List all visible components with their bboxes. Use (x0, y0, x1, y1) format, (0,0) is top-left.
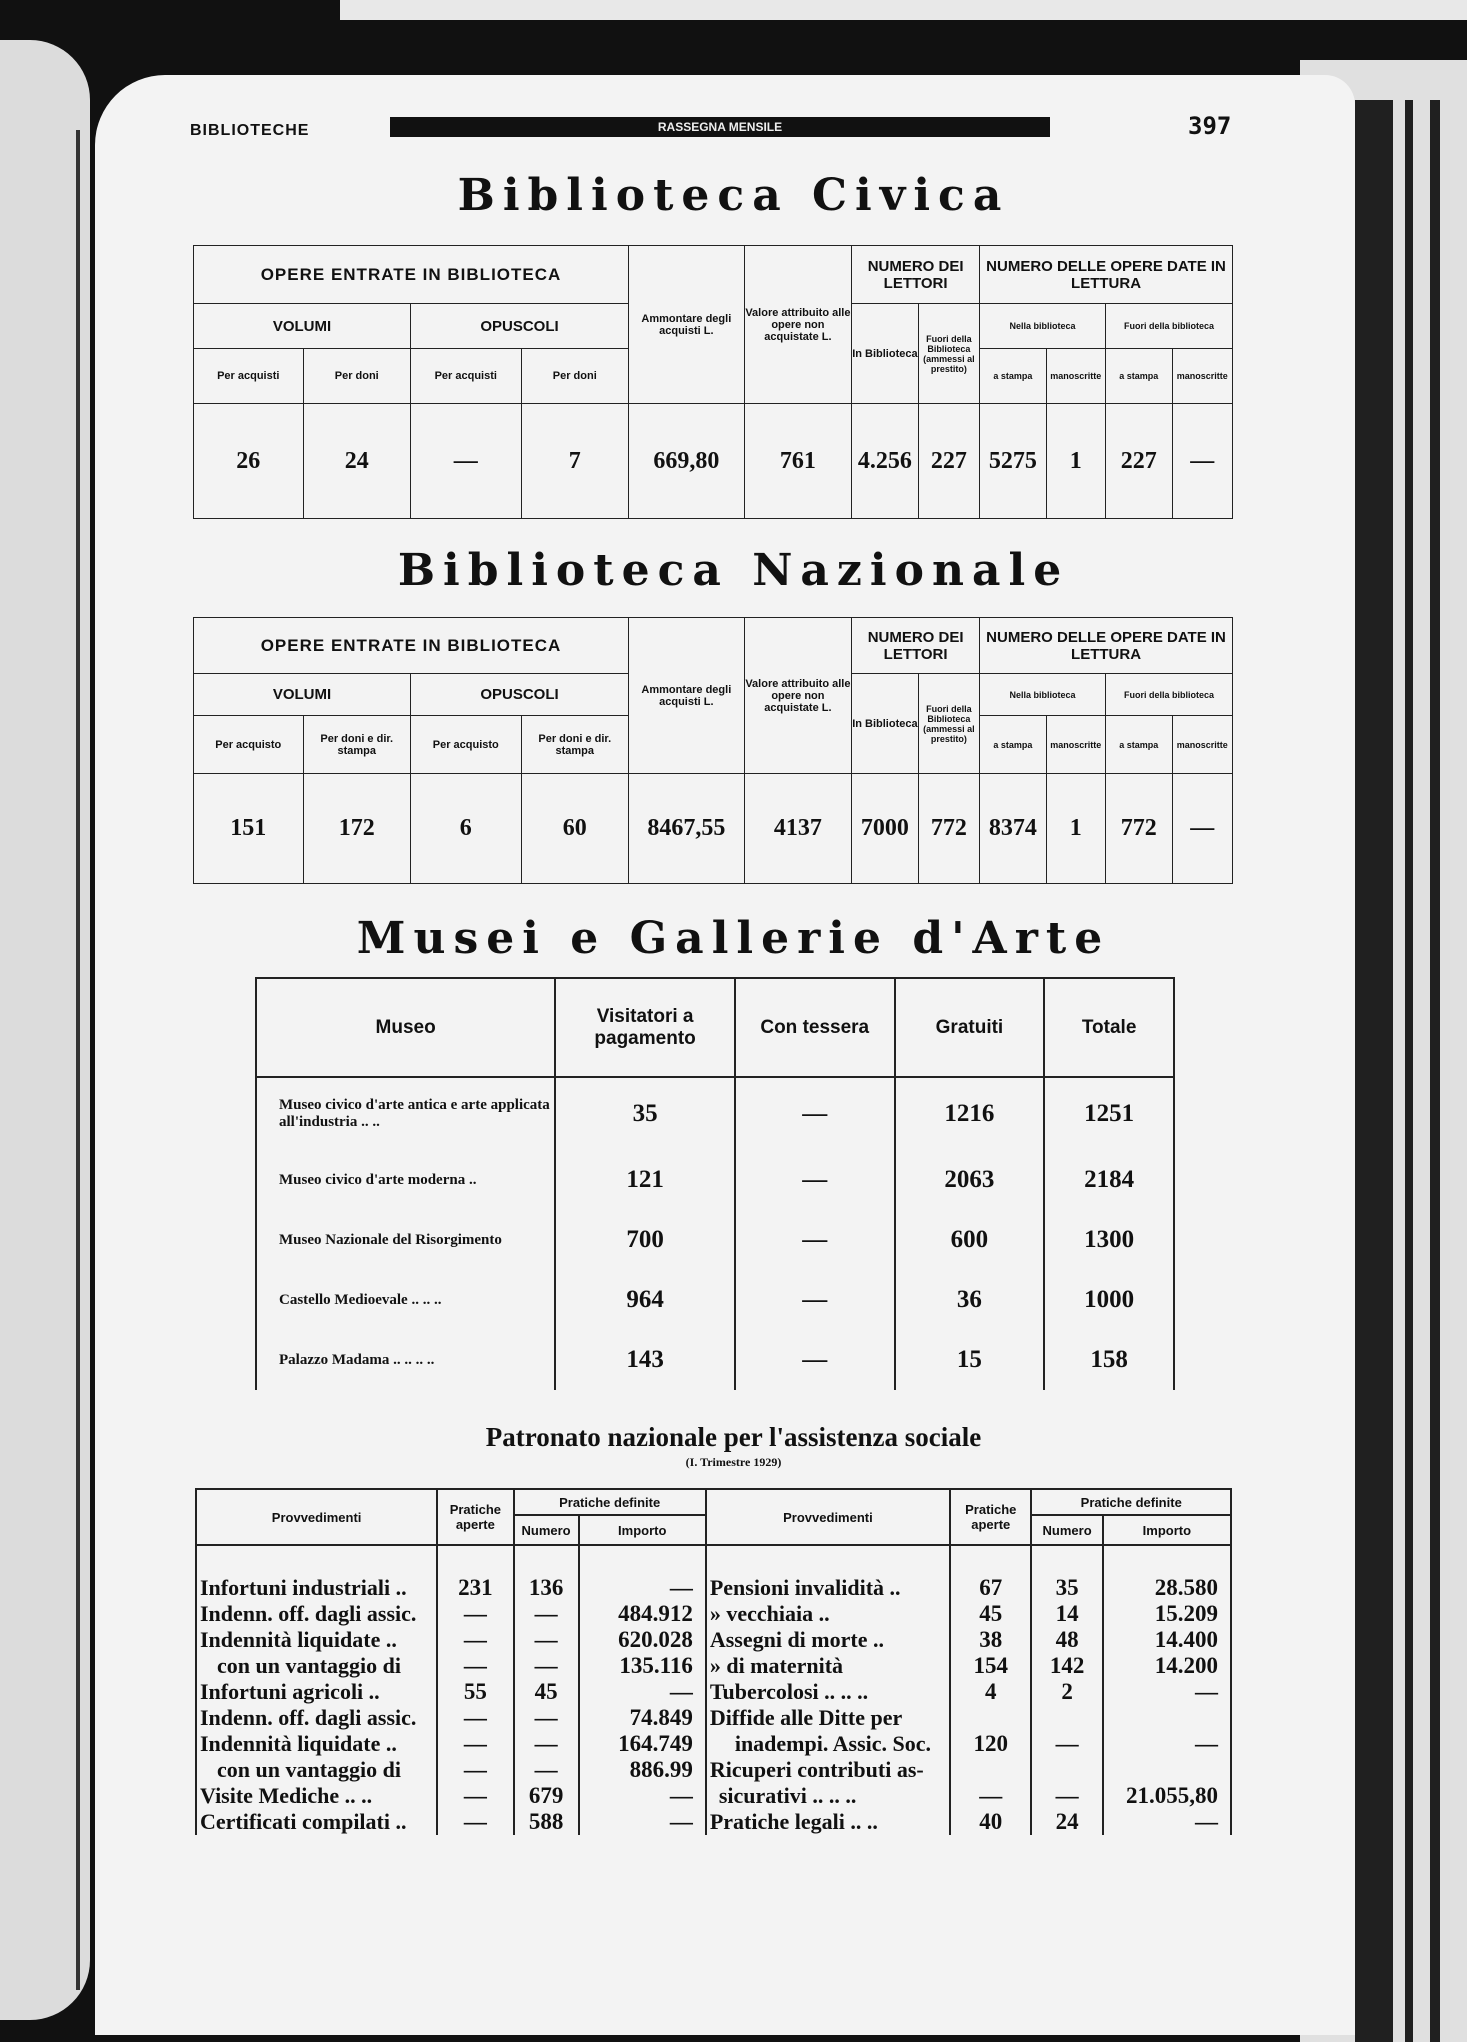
header-pratiche-aperte: Pratiche aperte (437, 1489, 513, 1545)
value-cell: 55 (437, 1679, 513, 1705)
value-cell: 2063 (895, 1150, 1045, 1210)
header-numero-opere: NUMERO DELLE OPERE DATE IN LETTURA (980, 246, 1233, 304)
provvedimento-label: inadempi. Assic. Soc. (706, 1731, 950, 1757)
museo-name: Palazzo Madama .. .. .. .. (256, 1330, 555, 1390)
header-pratiche-definite: Pratiche definite (1031, 1489, 1231, 1515)
facing-page-edge (0, 40, 90, 2020)
value-cell: 6 (410, 774, 521, 884)
value-cell: — (437, 1731, 513, 1757)
value-cell: 120 (950, 1731, 1031, 1757)
value-cell: 45 (950, 1601, 1031, 1627)
header-in-biblioteca: In Biblioteca (852, 304, 919, 404)
value-cell: 67 (950, 1575, 1031, 1601)
provvedimento-label: » di maternità (706, 1653, 950, 1679)
header-numero-lettori: NUMERO DEI LETTORI (852, 618, 980, 674)
header-a-stampa: a stampa (1105, 716, 1172, 774)
book-edge-shadow (1355, 100, 1393, 2042)
museo-name: Castello Medioevale .. .. .. (256, 1270, 555, 1330)
value-cell: — (437, 1627, 513, 1653)
value-cell: 620.028 (579, 1627, 706, 1653)
value-cell: 121 (555, 1150, 735, 1210)
value-cell: 15.209 (1103, 1601, 1231, 1627)
header-totale: Totale (1044, 978, 1174, 1077)
header-pratiche-definite: Pratiche definite (514, 1489, 706, 1515)
value-cell: 38 (950, 1627, 1031, 1653)
value-cell: 5275 (980, 404, 1047, 519)
value-cell: 7 (521, 404, 628, 519)
value-cell: 135.116 (579, 1653, 706, 1679)
provvedimento-label: Pratiche legali .. .. (706, 1809, 950, 1835)
value-cell (950, 1757, 1031, 1783)
header-manoscritte: manoscritte (1046, 716, 1105, 774)
value-cell: — (579, 1783, 706, 1809)
value-cell (1103, 1757, 1231, 1783)
table-row (256, 1330, 1174, 1390)
value-cell: 484.912 (579, 1601, 706, 1627)
value-cell: — (579, 1575, 706, 1601)
subtitle-patronato: (I. Trimestre 1929) (685, 1455, 782, 1469)
value-cell: 24 (303, 404, 410, 519)
scan-background-top (340, 0, 1467, 20)
table-row (256, 1077, 1174, 1150)
header-fuori-biblioteca: Fuori della biblioteca (1105, 674, 1232, 716)
value-cell: 8374 (980, 774, 1047, 884)
value-cell: 35 (1031, 1575, 1102, 1601)
value-cell: — (514, 1653, 579, 1679)
provvedimento-label: con un vantaggio di (196, 1757, 437, 1783)
value-cell: — (437, 1809, 513, 1835)
header-manoscritte: manoscritte (1172, 349, 1233, 404)
provvedimento-label: Indennità liquidate .. (196, 1731, 437, 1757)
value-cell: — (437, 1783, 513, 1809)
provvedimento-label: Infortuni industriali .. (196, 1575, 437, 1601)
header-in-biblioteca: In Biblioteca (852, 674, 919, 774)
provvedimento-label: Pensioni invalidità .. (706, 1575, 950, 1601)
value-cell: 143 (555, 1330, 735, 1390)
value-cell: 964 (555, 1270, 735, 1330)
header-valore: Valore attribuito alle opere non acquistate L. (744, 246, 851, 404)
header-opere-entrate: OPERE ENTRATE IN BIBLIOTECA (194, 618, 629, 674)
value-cell: — (950, 1783, 1031, 1809)
value-cell: 1000 (1044, 1270, 1174, 1330)
value-cell (1031, 1757, 1102, 1783)
header-nella-biblioteca: Nella biblioteca (980, 304, 1106, 349)
value-cell: 14.400 (1103, 1627, 1231, 1653)
table-row (196, 1601, 1231, 1627)
value-cell: 4137 (744, 774, 851, 884)
value-cell (950, 1705, 1031, 1731)
header-per-acquisto: Per acquisto (410, 716, 521, 774)
value-cell: 14.200 (1103, 1653, 1231, 1679)
value-cell: 7000 (852, 774, 919, 884)
provvedimento-label: Visite Mediche .. .. (196, 1783, 437, 1809)
museo-name: Museo civico d'arte antica e arte applicata all'industria .. .. (256, 1077, 555, 1150)
value-cell: — (1031, 1731, 1102, 1757)
header-numero: Numero (514, 1515, 579, 1545)
masthead-text: RASSEGNA MENSILE (657, 120, 783, 134)
header-manoscritte: manoscritte (1172, 716, 1233, 774)
header-provvedimenti: Provvedimenti (196, 1489, 437, 1545)
header-valore: Valore attribuito alle opere non acquistate L. (744, 618, 851, 774)
value-cell: 154 (950, 1653, 1031, 1679)
value-cell: — (1103, 1731, 1231, 1757)
value-cell: — (437, 1705, 513, 1731)
table-row (196, 1627, 1231, 1653)
table-row (196, 1783, 1231, 1809)
header-a-stampa: a stampa (1105, 349, 1172, 404)
value-cell: 48 (1031, 1627, 1102, 1653)
value-cell: 1216 (895, 1077, 1045, 1150)
header-importo: Importo (579, 1515, 706, 1545)
header-museo: Museo (256, 978, 555, 1077)
provvedimento-label: Indennità liquidate .. (196, 1627, 437, 1653)
value-cell: 45 (514, 1679, 579, 1705)
header-per-doni: Per doni (521, 349, 628, 404)
value-cell: — (514, 1601, 579, 1627)
provvedimento-label: Certificati compilati .. (196, 1809, 437, 1835)
value-cell: — (514, 1731, 579, 1757)
value-cell: 28.580 (1103, 1575, 1231, 1601)
value-cell: — (514, 1627, 579, 1653)
provvedimento-label: Diffide alle Ditte per (706, 1705, 950, 1731)
header-volumi: VOLUMI (194, 674, 411, 716)
value-cell: — (410, 404, 521, 519)
provvedimento-label: Tubercolosi .. .. .. (706, 1679, 950, 1705)
table-patronato (195, 1488, 1232, 1835)
provvedimento-label: Ricuperi contributi as- (706, 1757, 950, 1783)
value-cell: 8467,55 (629, 774, 745, 884)
value-cell: 4.256 (852, 404, 919, 519)
value-cell: — (1172, 404, 1233, 519)
title-musei-gallerie: Musei e Gallerie d'Arte (356, 913, 1111, 964)
header-opere-entrate: OPERE ENTRATE IN BIBLIOTECA (194, 246, 629, 304)
table-biblioteca-nazionale (193, 617, 1233, 884)
value-cell: 761 (744, 404, 851, 519)
value-cell: — (735, 1330, 895, 1390)
header-importo: Importo (1103, 1515, 1231, 1545)
value-cell: 886.99 (579, 1757, 706, 1783)
header-fuori-prestito: Fuori della Biblioteca (ammessi al prestito) (918, 304, 979, 404)
title-biblioteca-nazionale: Biblioteca Nazionale (397, 545, 1070, 596)
table-musei (255, 977, 1175, 1390)
provvedimento-label: Assegni di morte .. (706, 1627, 950, 1653)
header-per-acquisto: Per acquisto (194, 716, 304, 774)
book-edge-line (1405, 100, 1413, 2042)
value-cell: 2 (1031, 1679, 1102, 1705)
value-cell: — (735, 1270, 895, 1330)
value-cell: 600 (895, 1210, 1045, 1270)
header-numero: Numero (1031, 1515, 1102, 1545)
facing-page-shadow (76, 130, 80, 1990)
header-per-acquisti: Per acquisti (194, 349, 304, 404)
header-volumi: VOLUMI (194, 304, 411, 349)
header-numero-opere: NUMERO DELLE OPERE DATE IN LETTURA (980, 618, 1233, 674)
value-cell: 1300 (1044, 1210, 1174, 1270)
value-cell: 1 (1046, 404, 1105, 519)
header-per-acquisti: Per acquisti (410, 349, 521, 404)
museo-name: Museo civico d'arte moderna .. (256, 1150, 555, 1210)
provvedimento-label: Indenn. off. dagli assic. (196, 1601, 437, 1627)
value-cell: 772 (918, 774, 979, 884)
header-con-tessera: Con tessera (735, 978, 895, 1077)
header-per-doni: Per doni e dir. stampa (521, 716, 628, 774)
value-cell: 26 (194, 404, 304, 519)
value-cell (1103, 1705, 1231, 1731)
header-a-stampa: a stampa (980, 349, 1047, 404)
value-cell: 1 (1046, 774, 1105, 884)
provvedimento-label: sicurativi .. .. .. (706, 1783, 950, 1809)
header-gratuiti: Gratuiti (895, 978, 1045, 1077)
book-edge-line (1430, 100, 1440, 2042)
table-row (196, 1731, 1231, 1757)
header-opuscoli: OPUSCOLI (410, 674, 628, 716)
table-row (196, 1575, 1231, 1601)
value-cell: 40 (950, 1809, 1031, 1835)
value-cell: 21.055,80 (1103, 1783, 1231, 1809)
value-cell: 164.749 (579, 1731, 706, 1757)
value-cell: — (1172, 774, 1233, 884)
header-opuscoli: OPUSCOLI (410, 304, 628, 349)
header-fuori-biblioteca: Fuori della biblioteca (1105, 304, 1232, 349)
value-cell: — (514, 1705, 579, 1731)
running-head: BIBLIOTECHE (190, 122, 310, 139)
title-biblioteca-civica: Biblioteca Civica (457, 170, 1010, 221)
value-cell: 158 (1044, 1330, 1174, 1390)
header-per-doni: Per doni (303, 349, 410, 404)
table-row (196, 1679, 1231, 1705)
value-cell: 24 (1031, 1809, 1102, 1835)
value-cell: 4 (950, 1679, 1031, 1705)
value-cell: — (1103, 1679, 1231, 1705)
value-cell: — (1103, 1809, 1231, 1835)
provvedimento-label: Indenn. off. dagli assic. (196, 1705, 437, 1731)
value-cell: 151 (194, 774, 304, 884)
value-cell: 772 (1105, 774, 1172, 884)
header-ammontare: Ammontare degli acquisti L. (629, 246, 745, 404)
value-cell: 136 (514, 1575, 579, 1601)
value-cell: 679 (514, 1783, 579, 1809)
table-row (196, 1653, 1231, 1679)
value-cell: 35 (555, 1077, 735, 1150)
page-number: 397 (1188, 112, 1232, 140)
value-cell: 172 (303, 774, 410, 884)
table-row (196, 1757, 1231, 1783)
header-visitatori-pagamento: Visitatori a pagamento (555, 978, 735, 1077)
header-a-stampa: a stampa (980, 716, 1047, 774)
table-row (256, 1270, 1174, 1330)
header-nella-biblioteca: Nella biblioteca (980, 674, 1106, 716)
provvedimento-label: » vecchiaia .. (706, 1601, 950, 1627)
value-cell: — (735, 1210, 895, 1270)
table-row (256, 1150, 1174, 1210)
value-cell: 1251 (1044, 1077, 1174, 1150)
header-provvedimenti: Provvedimenti (706, 1489, 950, 1545)
table-biblioteca-civica (193, 245, 1233, 519)
value-cell: 60 (521, 774, 628, 884)
value-cell: — (579, 1679, 706, 1705)
value-cell: — (437, 1653, 513, 1679)
table-row (256, 1210, 1174, 1270)
value-cell: 2184 (1044, 1150, 1174, 1210)
header-manoscritte: manoscritte (1046, 349, 1105, 404)
value-cell: — (579, 1809, 706, 1835)
value-cell: 227 (1105, 404, 1172, 519)
provvedimento-label: Infortuni agricoli .. (196, 1679, 437, 1705)
value-cell (1031, 1705, 1102, 1731)
value-cell: — (514, 1757, 579, 1783)
value-cell: 74.849 (579, 1705, 706, 1731)
title-patronato: Patronato nazionale per l'assistenza sociale (485, 1422, 982, 1452)
header-per-doni: Per doni e dir. stampa (303, 716, 410, 774)
header-fuori-prestito: Fuori della Biblioteca (ammessi al prestito) (918, 674, 979, 774)
masthead-banner (390, 117, 1050, 137)
value-cell: 36 (895, 1270, 1045, 1330)
value-cell: 231 (437, 1575, 513, 1601)
value-cell: 700 (555, 1210, 735, 1270)
value-cell: — (437, 1601, 513, 1627)
value-cell: 669,80 (629, 404, 745, 519)
value-cell: — (735, 1077, 895, 1150)
provvedimento-label: con un vantaggio di (196, 1653, 437, 1679)
value-cell: — (735, 1150, 895, 1210)
value-cell: — (437, 1757, 513, 1783)
value-cell: 142 (1031, 1653, 1102, 1679)
table-row (196, 1809, 1231, 1835)
value-cell: 15 (895, 1330, 1045, 1390)
museo-name: Museo Nazionale del Risorgimento (256, 1210, 555, 1270)
header-ammontare: Ammontare degli acquisti L. (629, 618, 745, 774)
table-row (196, 1705, 1231, 1731)
header-numero-lettori: NUMERO DEI LETTORI (852, 246, 980, 304)
value-cell: — (1031, 1783, 1102, 1809)
value-cell: 588 (514, 1809, 579, 1835)
value-cell: 14 (1031, 1601, 1102, 1627)
value-cell: 227 (918, 404, 979, 519)
header-pratiche-aperte: Pratiche aperte (950, 1489, 1031, 1545)
